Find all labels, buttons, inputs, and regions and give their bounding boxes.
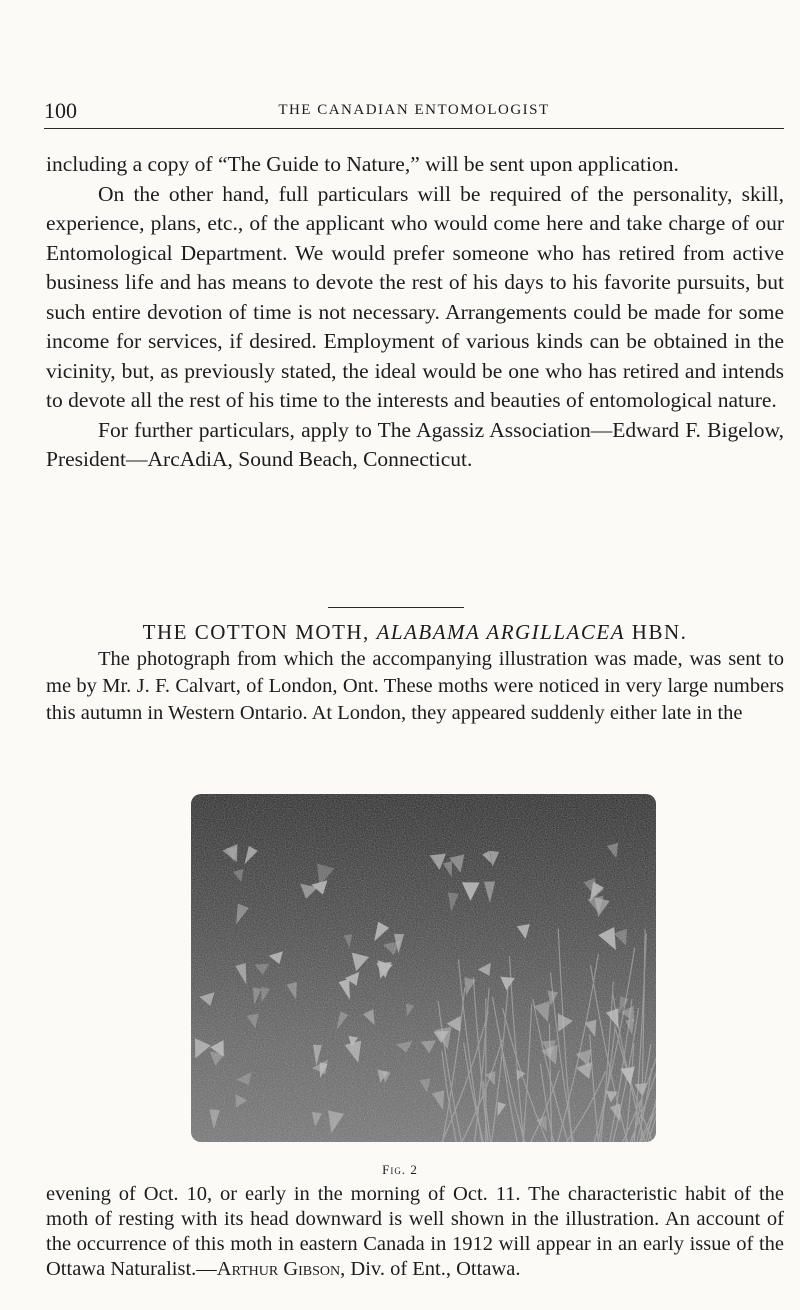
- article-title: [46, 620, 784, 645]
- figure-caption: Fig. 2: [382, 1162, 418, 1177]
- title-species: ALABAMA ARGILLACEA: [376, 620, 626, 644]
- running-head: THE CANADIAN ENTOMOLOGIST: [278, 102, 550, 118]
- article-intro: [46, 646, 784, 727]
- paragraph-contact: For further particulars, apply to The Agassiz Association—Edward F. Bigelow, President—ArcAdiA, Sound Beach, Connecticut.: [46, 417, 784, 471]
- page-header: [44, 98, 784, 129]
- author-affiliation: , Div. of Ent., Ottawa.: [340, 1258, 521, 1280]
- moth-photograph: [191, 794, 656, 1142]
- advertisement-text: [46, 150, 784, 475]
- author-name: Arthur Gibson: [216, 1258, 341, 1280]
- paragraph-particulars: On the other hand, full particulars will be required of the personality, skill, experience, plans, etc., of the applicant who would come here and take charge of our Entomological Department. We would prefer someone who has retired from active business life and has means to devote the rest of his days to his favorite pursuits, but such entire devotion of time is not necessary. Arrangements could be made for some income for services, if desired. Employment of various kinds can be obtained in the vicinity, but, as previously stated, the ideal would be one who has retired and intends to devote all the rest of his time to the interests and beauties of entomological nature.: [46, 181, 784, 412]
- paragraph-intro: The photograph from which the accompanying illustration was made, was sent to me by Mr. J. F. Calvart, of London, Ont. These moths were noticed in very large numbers this autumn in Western Ontario. At London, they appeared suddenly either late in the: [46, 648, 784, 724]
- title-start: THE COTTON MOTH,: [142, 620, 377, 644]
- title-end: HBN.: [625, 620, 688, 644]
- section-divider: [328, 607, 464, 608]
- article-continuation: [46, 1182, 784, 1282]
- page-number: 100: [44, 98, 77, 123]
- paragraph-continuation: evening of Oct. 10, or early in the morning of Oct. 11. The characteristic habit of the moth of resting with its head downward is well shown in the illustration. An account of the occurrence of this moth in eastern Canada in 1912 will appear in an early issue of the Ottawa Naturalist.—Arthur Gibson, Div. of Ent., Ottawa.: [46, 1183, 784, 1280]
- paragraph-guide: including a copy of “The Guide to Nature,” will be sent upon application.: [46, 152, 679, 176]
